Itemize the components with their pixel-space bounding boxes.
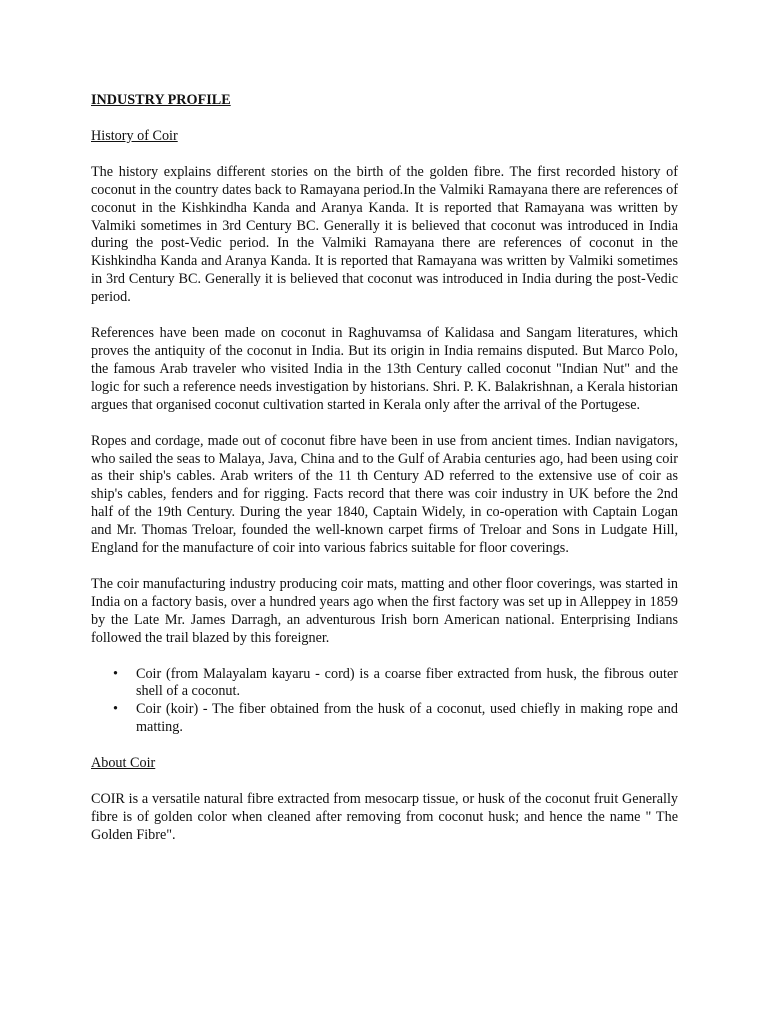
list-item: [91, 701, 678, 737]
definition-list: [91, 666, 678, 738]
bullet-icon: •: [113, 665, 118, 682]
bullet-icon: •: [113, 701, 118, 718]
section-heading-about: About Coir: [91, 755, 156, 772]
section-heading-history: History of Coir: [91, 127, 178, 144]
list-item-text: Coir (from Malayalam kayaru - cord) is a coarse fiber extracted from husk, the fibrous outer shell of a coconut.: [136, 665, 678, 700]
history-paragraph-2: References have been made on coconut in Raghuvamsa of Kalidasa and Sangam literatures, which proves the antiquity of the coconut in India. But its origin in India remains disputed. But Marco Polo, the famous Arab traveler who visited India in the 13th Century called coconut "Indian Nut" and the logic for such a reference needs investigation by historians. Shri. P. K. Balakrishnan, a Kerala historian argues that organised coconut cultivation started in Kerala only after the arrival of the Portugese.: [91, 325, 678, 413]
about-paragraph-1: COIR is a versatile natural fibre extracted from mesocarp tissue, or husk of the coconut fruit Generally fibre is of golden color when cleaned after removing from coconut husk; and hence the name " The Golden Fibre".: [91, 791, 678, 843]
document-title: INDUSTRY PROFILE: [91, 92, 231, 108]
history-paragraph-1: The history explains different stories on the birth of the golden fibre. The first recorded history of coconut in the country dates back to Ramayana period.In the Valmiki Ramayana there are references of coconut in the Kishkindha Kanda and Aranya Kanda. It is reported that Ramayana was written by Valmiki sometimes in 3rd Century BC. Generally it is believed that coconut was introduced in India during the post-Vedic period. In the Valmiki Ramayana there are references of coconut in the Kishkindha Kanda and Aranya Kanda. It is reported that Ramayana was written by Valmiki sometimes in 3rd Century BC. Generally it is believed that coconut was introduced in India during the post-Vedic period.: [91, 163, 678, 306]
history-paragraph-3: Ropes and cordage, made out of coconut fibre have been in use from ancient times. Indian navigators, who sailed the seas to Malaya, Java, China and to the Gulf of Arabia centuries ago, had been using coir as their ship's cables. Arab writers of the 11 th Century AD referred to the extensive use of coir as ship's cables, fenders and for rigging. Facts record that there was coir industry in UK before the 2nd half of the 19th Century. During the year 1840, Captain Widely, in co-operation with Captain Logan and Mr. Thomas Treloar, founded the well-known carpet firms of Treloar and Sons in Ludgate Hill, England for the manufacture of coir into various fabrics suitable for floor coverings.: [91, 432, 678, 557]
history-paragraph-4: The coir manufacturing industry producing coir mats, matting and other floor coverings, was started in India on a factory basis, over a hundred years ago when the first factory was set up in Alleppey in 1859 by the Late Mr. James Darragh, an adventurous Irish born American national. Enterprising Indians followed the trail blazed by this foreigner.: [91, 575, 678, 646]
list-item-text: Coir (koir) - The fiber obtained from the husk of a coconut, used chiefly in making rope and matting.: [136, 701, 678, 736]
list-item: [91, 666, 678, 702]
document-page: [91, 92, 678, 845]
